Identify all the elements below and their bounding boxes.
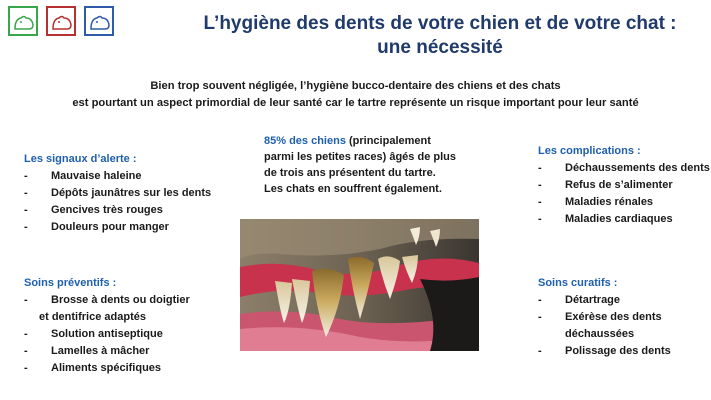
intro-line-1: Bien trop souvent négligée, l’hygiène bucco-dentaire des chiens et des chats [150, 80, 561, 92]
logo-group [8, 6, 114, 36]
stat-line-4: Les chats en souffrent également. [264, 183, 442, 195]
title-line-2: une nécessité [377, 37, 503, 58]
list-item: - Déchaussements des dents [538, 160, 710, 177]
alert-signs-list [24, 168, 211, 236]
intro-line-2: est pourtant un aspect primordial de leur santé car le tartre représente un risque important pour leur santé [72, 97, 639, 109]
complications-list [538, 160, 710, 228]
stat-highlight: 85% des chiens [264, 135, 346, 147]
page-title [170, 12, 710, 60]
list-item: - Maladies rénales [538, 194, 710, 211]
alert-signs-heading: Les signaux d’alerte : [24, 153, 137, 165]
teeth-illustration [240, 219, 479, 351]
list-item: - Détartrage [538, 292, 671, 309]
list-item-line: - Exérèse des dents [565, 311, 662, 323]
complications-section [538, 143, 710, 228]
complications-heading: Les complications : [538, 145, 641, 157]
list-item-line: et dentifrice adaptés [39, 311, 146, 323]
list-item: - Polissage des dents [538, 343, 671, 360]
alert-signs-section [24, 151, 211, 236]
curative-care-section [538, 275, 671, 360]
list-item: - Maladies cardiaques [538, 211, 710, 228]
list-item: - Douleurs pour manger [24, 219, 211, 236]
list-item: - Gencives très rouges [24, 202, 211, 219]
list-item [24, 292, 190, 326]
pet-silhouette-blue [88, 11, 112, 33]
list-item: - Aliments spécifiques [24, 360, 190, 377]
pet-silhouette-red [50, 11, 74, 33]
preventive-care-list [24, 292, 190, 377]
preventive-care-heading: Soins préventifs : [24, 277, 117, 289]
list-item: - Solution antiseptique [24, 326, 190, 343]
dog-cat-logo-red-icon [46, 6, 76, 36]
pet-silhouette-green [12, 11, 36, 33]
stat-line-1 [264, 133, 464, 149]
list-item-line: déchaussées [565, 328, 635, 340]
dog-cat-logo-blue-icon [84, 6, 114, 36]
list-item [538, 309, 671, 343]
curative-care-heading: Soins curatifs : [538, 277, 618, 289]
list-item: - Lamelles à mâcher [24, 343, 190, 360]
dog-teeth-tartar-photo [240, 219, 479, 351]
dog-cat-logo-green-icon [8, 6, 38, 36]
list-item-line: - Brosse à dents ou doigtier [51, 294, 190, 306]
stat-line-2: parmi les petites races) âgés de plus [264, 151, 456, 163]
curative-care-list [538, 292, 671, 360]
stat-line-1-rest: (principalement [345, 135, 431, 147]
preventive-care-section [24, 275, 190, 377]
list-item: - Mauvaise haleine [24, 168, 211, 185]
list-item: - Refus de s’alimenter [538, 177, 710, 194]
intro-paragraph [0, 78, 711, 112]
list-item: - Dépôts jaunâtres sur les dents [24, 185, 211, 202]
tartar-statistic [264, 133, 464, 197]
stat-line-3: de trois ans présentent du tartre. [264, 167, 436, 179]
title-line-1: L’hygiène des dents de votre chien et de votre chat : [203, 13, 677, 34]
